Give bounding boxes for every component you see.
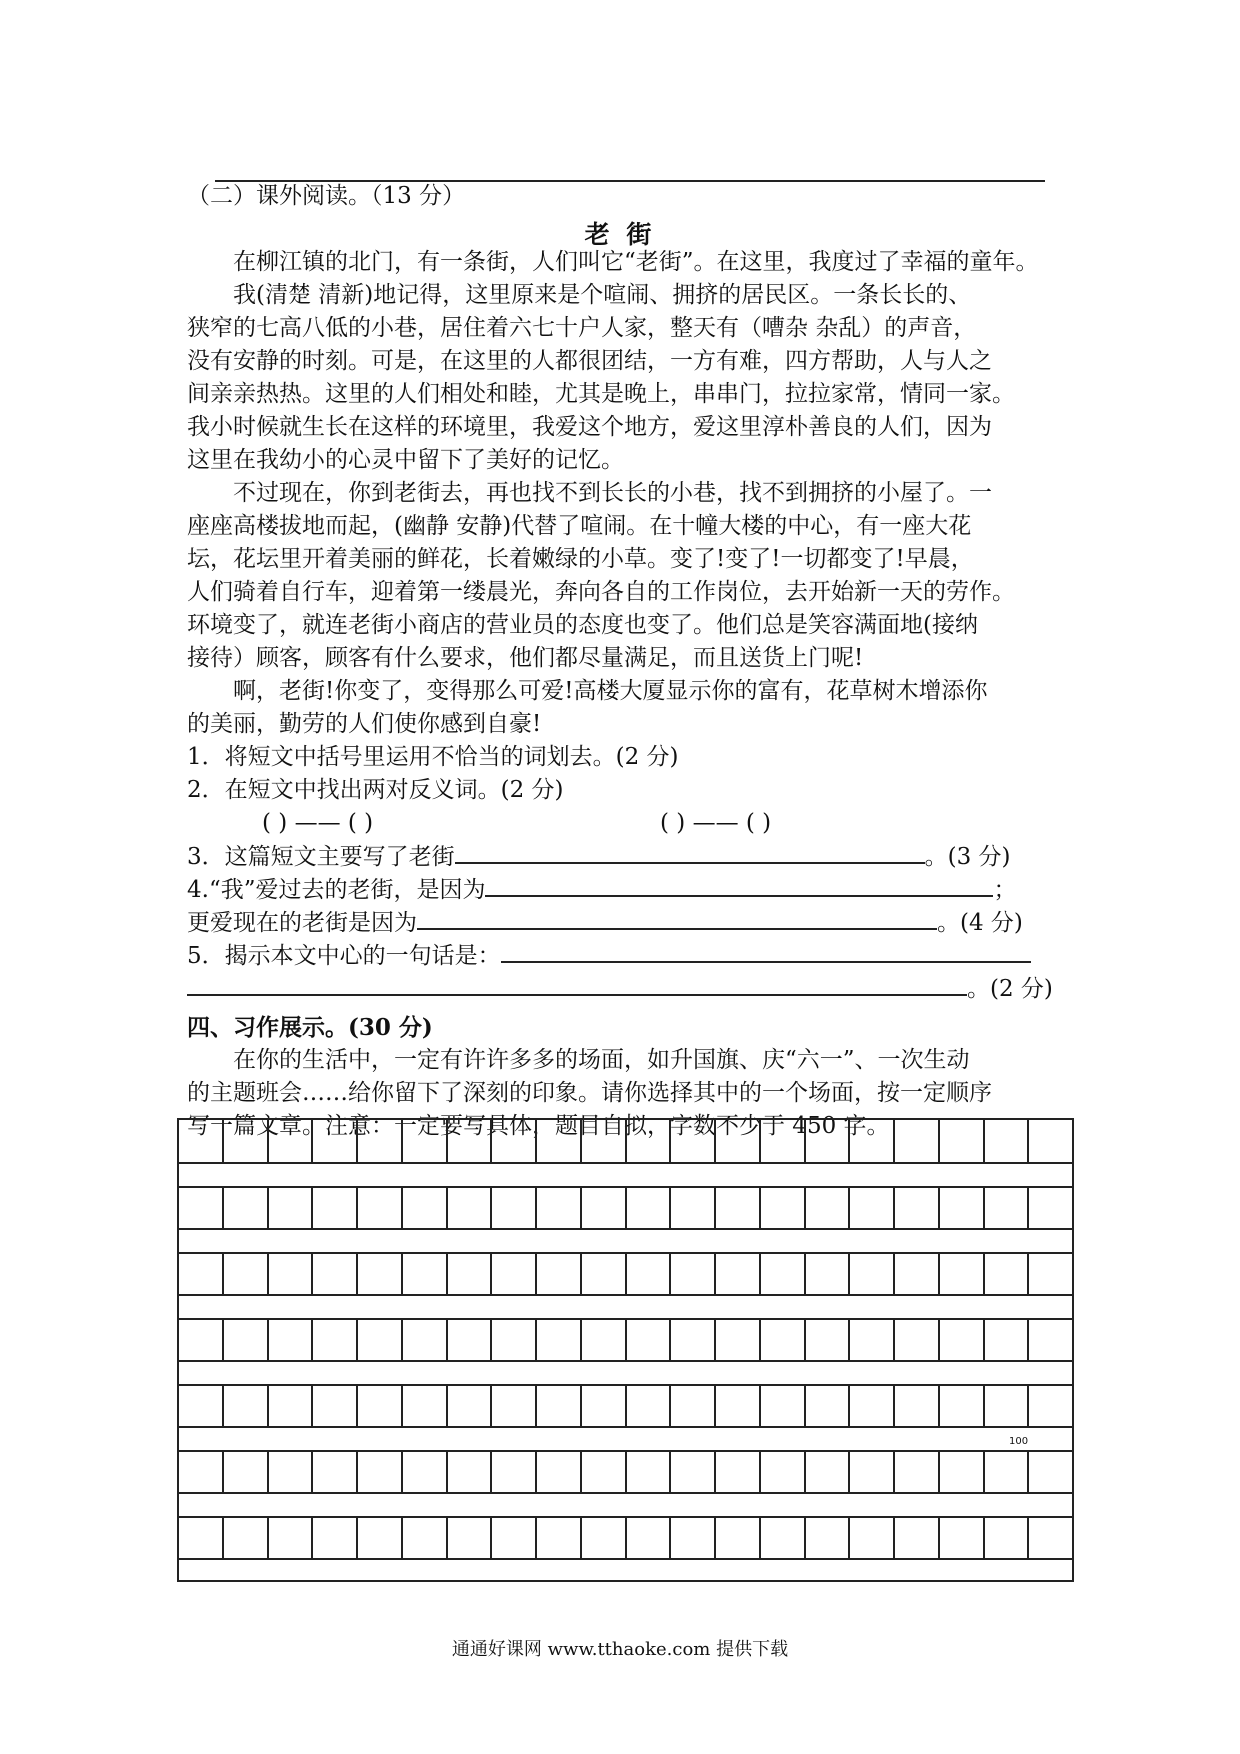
question-3: [187, 840, 1011, 874]
question-3-text: 3．这篇短文主要写了老街: [187, 844, 455, 870]
grid-cell[interactable]: [983, 1386, 1028, 1426]
grid-cell[interactable]: [1027, 1320, 1072, 1360]
grid-cell[interactable]: [938, 1188, 983, 1228]
grid-cell[interactable]: [401, 1518, 446, 1558]
grid-cell[interactable]: [759, 1386, 804, 1426]
story-line: 间亲亲热热。这里的人们相处和睦，尤其是晚上，串串门，拉拉家常，情同一家。: [187, 381, 1015, 407]
grid-cell[interactable]: [311, 1254, 356, 1294]
grid-cell[interactable]: [669, 1518, 714, 1558]
grid-cell[interactable]: [625, 1452, 670, 1492]
grid-cell[interactable]: [625, 1386, 670, 1426]
grid-cell[interactable]: [535, 1320, 580, 1360]
answer-blank[interactable]: [187, 972, 967, 996]
grid-cell[interactable]: [669, 1188, 714, 1228]
grid-cell[interactable]: [804, 1518, 849, 1558]
question-1: 1．将短文中括号里运用不恰当的词划去。(2 分): [187, 744, 679, 770]
question-4-end: ；: [993, 877, 1017, 903]
grid-cell[interactable]: [267, 1518, 312, 1558]
grid-cell[interactable]: [580, 1386, 625, 1426]
grid-cell[interactable]: [893, 1120, 938, 1162]
answer-blank[interactable]: [501, 939, 1031, 963]
story-line: 坛，花坛里开着美丽的鲜花，长着嫩绿的小草。变了!变了!一切都变了!早晨，: [187, 546, 974, 572]
grid-cell[interactable]: [446, 1518, 491, 1558]
grid-cell[interactable]: [580, 1254, 625, 1294]
grid-cell[interactable]: [356, 1254, 401, 1294]
grid-cell[interactable]: [179, 1518, 222, 1558]
grid-cell[interactable]: [311, 1320, 356, 1360]
grid-cell[interactable]: [311, 1452, 356, 1492]
grid-cell[interactable]: [893, 1254, 938, 1294]
grid-cell[interactable]: [267, 1320, 312, 1360]
grid-cell[interactable]: [1027, 1518, 1072, 1558]
story-line: 座座高楼拔地而起，(幽静 安静)代替了喧闹。在十幢大楼的中心，有一座大花: [187, 513, 972, 539]
grid-cell[interactable]: [848, 1386, 893, 1426]
prompt-line: 的主题班会……给你留下了深刻的印象。请你选择其中的一个场面，按一定顺序: [187, 1080, 992, 1106]
grid-cell[interactable]: [714, 1518, 759, 1558]
grid-row: [179, 1318, 1072, 1362]
grid-cell[interactable]: [938, 1518, 983, 1558]
question-5-cont: [187, 972, 1053, 1006]
question-4b-points: 。(4 分): [937, 910, 1023, 936]
story-line: 啊，老街!你变了，变得那么可爱!高楼大厦显示你的富有，花草树木增添你: [233, 678, 988, 704]
grid-cell[interactable]: [179, 1320, 222, 1360]
grid-cell[interactable]: [311, 1518, 356, 1558]
grid-cell[interactable]: [490, 1320, 535, 1360]
grid-cell[interactable]: [267, 1120, 312, 1162]
question-4b-text: 更爱现在的老街是因为: [187, 910, 417, 936]
grid-cell[interactable]: [535, 1452, 580, 1492]
grid-cell[interactable]: [983, 1518, 1028, 1558]
grid-cell[interactable]: [356, 1452, 401, 1492]
grid-cell[interactable]: [311, 1188, 356, 1228]
grid-row: [179, 1252, 1072, 1296]
section2-header: （二）课外阅读。（13 分）: [187, 183, 466, 209]
grid-cell[interactable]: [1027, 1188, 1072, 1228]
story-line: 人们骑着自行车，迎着第一缕晨光，奔向各自的工作岗位，去开始新一天的劳作。: [187, 579, 1015, 605]
story-line: 的美丽，勤劳的人们使你感到自豪!: [187, 711, 542, 737]
grid-cell[interactable]: [938, 1386, 983, 1426]
grid-cell[interactable]: [938, 1254, 983, 1294]
grid-cell[interactable]: [490, 1386, 535, 1426]
grid-row: [179, 1384, 1072, 1428]
grid-cell[interactable]: [669, 1320, 714, 1360]
grid-cell[interactable]: [759, 1518, 804, 1558]
grid-cell[interactable]: [1027, 1452, 1072, 1492]
grid-cell[interactable]: [938, 1320, 983, 1360]
grid-cell[interactable]: [535, 1188, 580, 1228]
grid-cell[interactable]: [983, 1254, 1028, 1294]
grid-cell[interactable]: [804, 1254, 849, 1294]
grid-cell[interactable]: [490, 1188, 535, 1228]
story-line: 我(清楚 清新)地记得，这里原来是个喧闹、拥挤的居民区。一条长长的、: [233, 282, 972, 308]
grid-cell[interactable]: [759, 1254, 804, 1294]
grid-cell[interactable]: [759, 1188, 804, 1228]
grid-cell[interactable]: [179, 1452, 222, 1492]
grid-cell[interactable]: [267, 1452, 312, 1492]
grid-cell[interactable]: [1027, 1120, 1072, 1162]
grid-cell[interactable]: [714, 1120, 759, 1162]
grid-cell[interactable]: [401, 1452, 446, 1492]
grid-cell[interactable]: [804, 1188, 849, 1228]
grid-cell[interactable]: [848, 1120, 893, 1162]
grid-cell[interactable]: [356, 1188, 401, 1228]
grid-cell[interactable]: [759, 1320, 804, 1360]
question-4: [187, 873, 1016, 907]
grid-cell[interactable]: [580, 1120, 625, 1162]
antonym-pair-2[interactable]: ( ) —— ( ): [660, 810, 772, 836]
grid-cell[interactable]: [983, 1120, 1028, 1162]
grid-cell[interactable]: [983, 1188, 1028, 1228]
grid-cell[interactable]: [1027, 1254, 1072, 1294]
grid-cell[interactable]: [267, 1188, 312, 1228]
grid-cell[interactable]: [401, 1120, 446, 1162]
story-line: 狭窄的七高八低的小巷，居住着六七十户人家，整天有（嘈杂 杂乱）的声音，: [187, 315, 977, 341]
grid-cell[interactable]: [222, 1120, 267, 1162]
grid-cell[interactable]: [893, 1452, 938, 1492]
grid-cell[interactable]: [490, 1120, 535, 1162]
grid-cell[interactable]: [446, 1386, 491, 1426]
grid-cell[interactable]: [714, 1188, 759, 1228]
grid-cell[interactable]: [179, 1188, 222, 1228]
grid-cell[interactable]: [446, 1452, 491, 1492]
grid-cell[interactable]: [446, 1188, 491, 1228]
question-4b: [187, 906, 1023, 940]
grid-cell[interactable]: [625, 1518, 670, 1558]
question-4-text: 4.“我”爱过去的老街，是因为: [187, 877, 486, 903]
grid-row: [179, 1450, 1072, 1494]
grid-cell[interactable]: [625, 1254, 670, 1294]
grid-cell[interactable]: [311, 1386, 356, 1426]
grid-cell[interactable]: [580, 1188, 625, 1228]
answer-blank[interactable]: [485, 873, 993, 897]
grid-cell[interactable]: [669, 1254, 714, 1294]
grid-cell[interactable]: [759, 1452, 804, 1492]
grid-cell[interactable]: [669, 1386, 714, 1426]
grid-cell[interactable]: [580, 1452, 625, 1492]
grid-row: [179, 1186, 1072, 1230]
grid-cell[interactable]: [893, 1188, 938, 1228]
grid-cell[interactable]: [669, 1452, 714, 1492]
grid-cell[interactable]: [356, 1518, 401, 1558]
grid-cell[interactable]: [804, 1120, 849, 1162]
grid-cell[interactable]: [804, 1386, 849, 1426]
grid-count-mark: 100: [1009, 1436, 1029, 1447]
grid-cell[interactable]: [356, 1320, 401, 1360]
grid-cell[interactable]: [446, 1254, 491, 1294]
grid-cell[interactable]: [848, 1518, 893, 1558]
grid-cell[interactable]: [222, 1386, 267, 1426]
grid-cell[interactable]: [848, 1188, 893, 1228]
grid-cell[interactable]: [938, 1452, 983, 1492]
question-3-points: 。(3 分): [924, 844, 1011, 870]
grid-cell[interactable]: [222, 1320, 267, 1360]
grid-cell[interactable]: [625, 1120, 670, 1162]
grid-cell[interactable]: [222, 1188, 267, 1228]
grid-cell[interactable]: [222, 1518, 267, 1558]
story-line: 不过现在，你到老街去，再也找不到长长的小巷，找不到拥挤的小屋了。一: [233, 480, 992, 506]
grid-cell[interactable]: [490, 1452, 535, 1492]
story-line: 环境变了，就连老街小商店的营业员的态度也变了。他们总是笑容满面地(接纳: [187, 612, 978, 638]
question-2: 2．在短文中找出两对反义词。(2 分): [187, 777, 564, 803]
story-line: 在柳江镇的北门，有一条街，人们叫它“老街”。在这里，我度过了幸福的童年。: [233, 249, 1039, 275]
grid-cell[interactable]: [222, 1452, 267, 1492]
answer-blank[interactable]: [417, 906, 937, 930]
grid-cell[interactable]: [535, 1386, 580, 1426]
question-5-text: 5．揭示本文中心的一句话是：: [187, 943, 501, 969]
story-line: 接待）顾客，顾客有什么要求，他们都尽量满足，而且送货上门呢!: [187, 645, 864, 671]
question-5: [187, 939, 1031, 973]
grid-cell[interactable]: [848, 1320, 893, 1360]
grid-cell[interactable]: [804, 1452, 849, 1492]
story-line: 这里在我幼小的心灵中留下了美好的记忆。: [187, 447, 624, 473]
grid-cell[interactable]: [938, 1120, 983, 1162]
grid-cell[interactable]: [179, 1386, 222, 1426]
grid-row: [179, 1120, 1072, 1164]
story-line: 我小时候就生长在这样的环境里，我爱这个地方，爱这里淳朴善良的人们，因为: [187, 414, 992, 440]
grid-cell[interactable]: [401, 1188, 446, 1228]
grid-cell[interactable]: [580, 1320, 625, 1360]
grid-cell[interactable]: [848, 1254, 893, 1294]
grid-cell[interactable]: [714, 1320, 759, 1360]
grid-cell[interactable]: [625, 1188, 670, 1228]
grid-cell[interactable]: [983, 1452, 1028, 1492]
grid-cell[interactable]: [893, 1320, 938, 1360]
grid-cell[interactable]: [625, 1320, 670, 1360]
grid-cell[interactable]: [804, 1320, 849, 1360]
grid-cell[interactable]: [222, 1254, 267, 1294]
grid-cell[interactable]: [356, 1386, 401, 1426]
grid-cell[interactable]: [848, 1452, 893, 1492]
grid-cell[interactable]: [179, 1120, 222, 1162]
grid-cell[interactable]: [267, 1254, 312, 1294]
grid-cell[interactable]: [267, 1386, 312, 1426]
grid-cell[interactable]: [446, 1120, 491, 1162]
grid-cell[interactable]: [311, 1120, 356, 1162]
grid-cell[interactable]: [714, 1254, 759, 1294]
story-title: 老 街: [584, 220, 656, 249]
prompt-line: 写一篇文章。注意：一定要写具体，题目自拟，字数不少于 450 字。: [187, 1113, 890, 1139]
grid-cell[interactable]: [356, 1120, 401, 1162]
grid-cell[interactable]: [535, 1254, 580, 1294]
grid-cell[interactable]: [714, 1452, 759, 1492]
grid-cell[interactable]: [669, 1120, 714, 1162]
grid-cell[interactable]: [535, 1120, 580, 1162]
grid-cell[interactable]: [401, 1386, 446, 1426]
section4-header: 四、习作展示。(30 分): [187, 1014, 433, 1041]
grid-cell[interactable]: [490, 1518, 535, 1558]
prompt-line: 在你的生活中，一定有许许多多的场面，如升国旗、庆“六一”、一次生动: [233, 1047, 970, 1073]
grid-cell[interactable]: [490, 1254, 535, 1294]
grid-cell[interactable]: [983, 1320, 1028, 1360]
grid-cell[interactable]: [893, 1518, 938, 1558]
antonym-pair-1[interactable]: ( ) —— ( ): [262, 810, 374, 836]
grid-cell[interactable]: [401, 1254, 446, 1294]
footer: 通通好课网 www.tthaoke.com 提供下载: [451, 1639, 789, 1660]
grid-cell[interactable]: [535, 1518, 580, 1558]
question-5-points: 。(2 分): [967, 976, 1053, 1002]
grid-cell[interactable]: [893, 1386, 938, 1426]
grid-cell[interactable]: [179, 1254, 222, 1294]
grid-cell[interactable]: [401, 1320, 446, 1360]
grid-cell[interactable]: [446, 1320, 491, 1360]
grid-cell[interactable]: [714, 1386, 759, 1426]
grid-row: [179, 1516, 1072, 1560]
story-line: 没有安静的时刻。可是，在这里的人都很团结，一方有难，四方帮助，人与人之: [187, 348, 992, 374]
grid-cell[interactable]: [580, 1518, 625, 1558]
writing-grid[interactable]: [177, 1118, 1074, 1582]
grid-cell[interactable]: [1027, 1386, 1072, 1426]
answer-blank[interactable]: [455, 840, 925, 864]
grid-cell[interactable]: [759, 1120, 804, 1162]
